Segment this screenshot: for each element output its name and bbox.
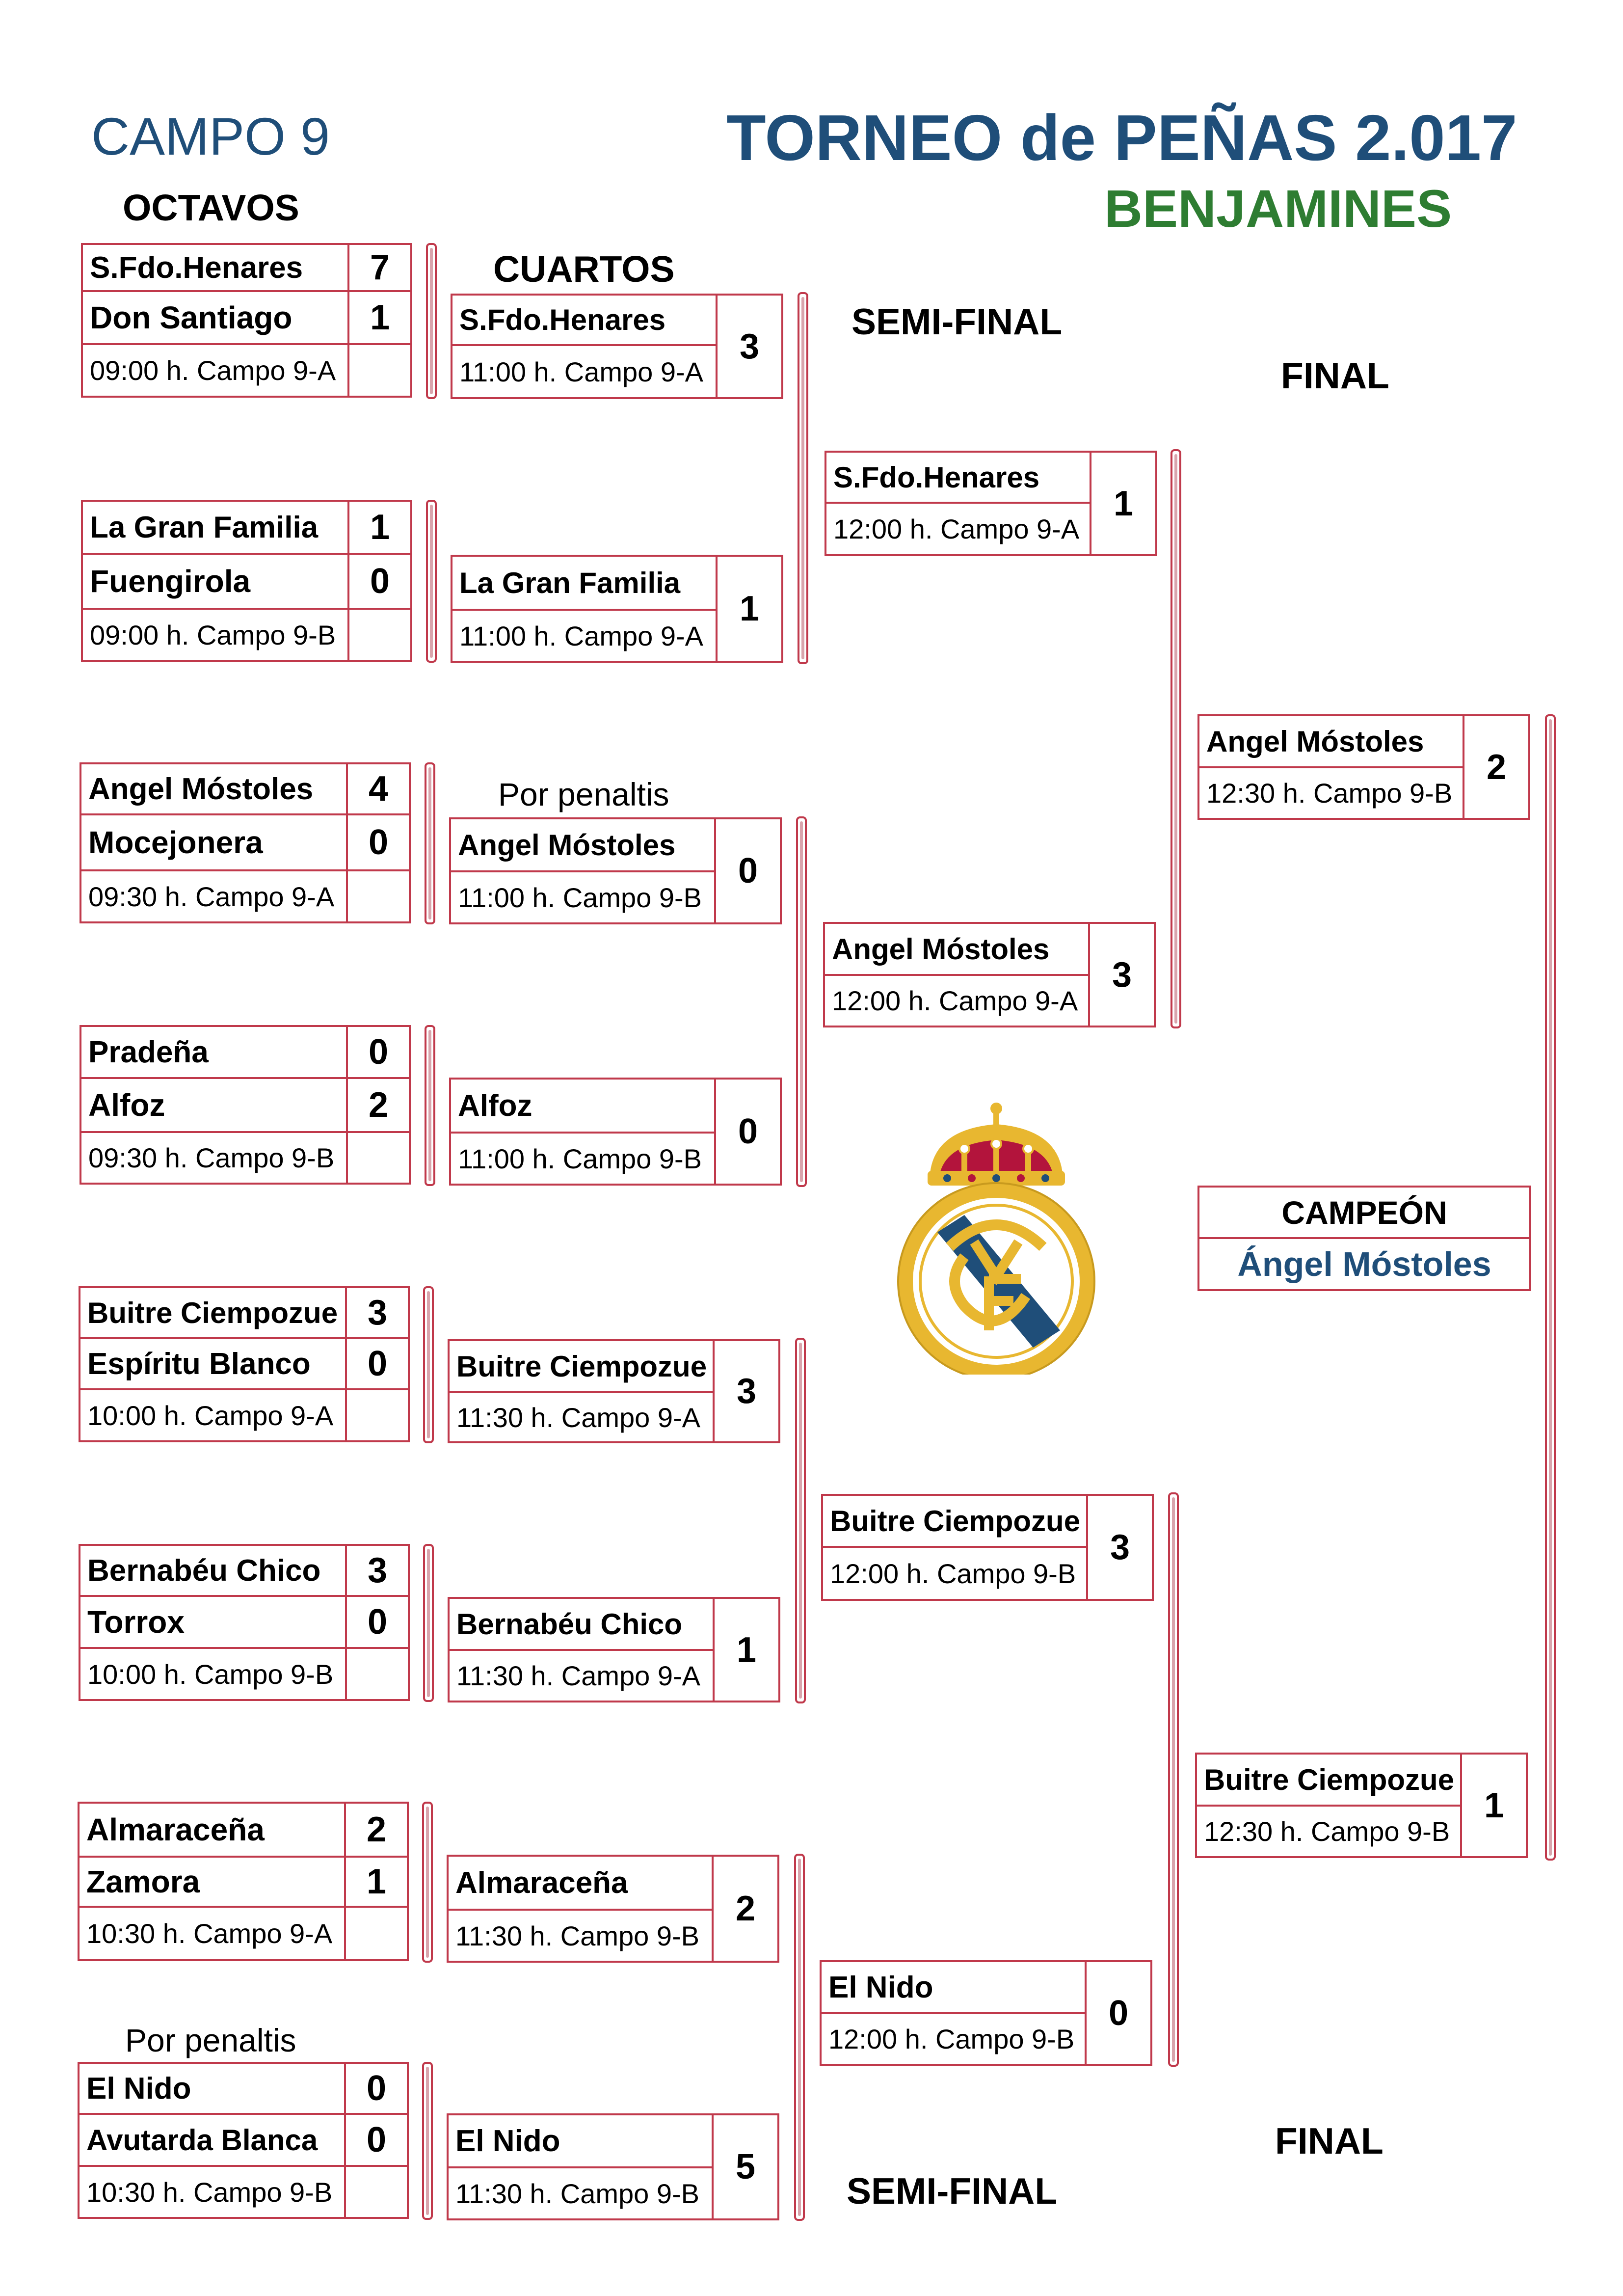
team-score: 0 <box>370 562 390 601</box>
bracket-connector-qf-2 <box>796 816 807 1187</box>
team-score: 2 <box>368 1085 389 1125</box>
team-score: 2 <box>1463 716 1528 818</box>
penalties-note-round16: Por penaltis <box>125 2022 296 2058</box>
team-name: S.Fdo.Henares <box>452 296 718 344</box>
round-heading-final-top: FINAL <box>1281 355 1389 396</box>
team-name: Fuengirola <box>83 555 349 608</box>
match-schedule: 11:00 h. Campo 9-B <box>451 1134 716 1184</box>
team-name: Alfoz <box>451 1080 716 1132</box>
tournament-title: TORNEO de PEÑAS 2.017 <box>726 102 1517 174</box>
round-heading-cuartos: CUARTOS <box>493 248 675 290</box>
team-score: 1 <box>370 298 390 337</box>
team-score: 5 <box>712 2115 777 2218</box>
team-name: Espíritu Blanco <box>80 1339 347 1388</box>
team-score: 0 <box>366 2120 387 2160</box>
team-name: El Nido <box>80 2064 346 2113</box>
team-name: Bernabéu Chico <box>450 1599 715 1649</box>
match-schedule: 10:00 h. Campo 9-A <box>80 1390 347 1440</box>
bracket-connector-sf-2 <box>1168 1492 1179 2067</box>
match-cuartos-8 <box>447 2113 779 2220</box>
match-schedule: 12:00 h. Campo 9-B <box>822 2014 1087 2064</box>
match-schedule: 12:00 h. Campo 9-B <box>823 1548 1088 1599</box>
round-heading-octavos: OCTAVOS <box>123 187 299 228</box>
team-score: 1 <box>366 1862 387 1901</box>
team-score: 3 <box>1086 1496 1152 1599</box>
team-name: Zamora <box>80 1858 346 1906</box>
match-schedule: 11:00 h. Campo 9-A <box>452 346 718 397</box>
team-score: 4 <box>368 769 389 809</box>
team-name: Bernabéu Chico <box>80 1546 347 1595</box>
bracket-connector-r16-6 <box>423 1544 434 1702</box>
team-name: S.Fdo.Henares <box>826 453 1091 502</box>
match-schedule: 12:00 h. Campo 9-A <box>825 976 1090 1026</box>
team-score: 1 <box>713 1599 778 1701</box>
team-name: Almaraceña <box>449 1857 714 1909</box>
team-score: 3 <box>367 1551 388 1590</box>
team-score: 3 <box>367 1293 388 1332</box>
match-semis-1 <box>825 451 1157 556</box>
bracket-connector-r16-1 <box>426 243 437 399</box>
round-heading-semifinal-top: SEMI-FINAL <box>851 301 1063 342</box>
team-name: Don Santiago <box>83 292 349 343</box>
match-schedule: 10:30 h. Campo 9-A <box>80 1908 346 1959</box>
team-name: Alfoz <box>81 1079 348 1131</box>
team-score: 0 <box>366 2069 387 2108</box>
match-semis-3 <box>821 1494 1154 1601</box>
bracket-connector-r16-2 <box>426 500 437 663</box>
team-score: 1 <box>716 557 781 661</box>
match-schedule: 09:30 h. Campo 9-B <box>81 1133 348 1183</box>
bracket-connector-sf-1 <box>1171 449 1181 1028</box>
team-score: 0 <box>367 1344 388 1383</box>
match-schedule: 12:30 h. Campo 9-B <box>1199 768 1464 818</box>
round-heading-semifinal-bottom: SEMI-FINAL <box>847 2170 1058 2212</box>
team-name: Angel Móstoles <box>825 924 1090 974</box>
team-name: Buitre Ciempozue <box>1197 1755 1462 1805</box>
team-name: Almaraceña <box>80 1804 346 1856</box>
bracket-connector-r16-8 <box>422 2062 433 2220</box>
team-name: Pradeña <box>81 1027 348 1077</box>
team-score: 0 <box>368 823 389 862</box>
match-schedule: 09:00 h. Campo 9-A <box>83 345 349 396</box>
match-schedule: 11:30 h. Campo 9-A <box>450 1651 715 1701</box>
match-cuartos-5 <box>448 1339 780 1443</box>
match-schedule: 10:00 h. Campo 9-B <box>80 1649 347 1699</box>
match-schedule: 10:30 h. Campo 9-B <box>80 2167 346 2217</box>
team-name: Buitre Ciempozue <box>823 1496 1088 1546</box>
match-schedule: 11:00 h. Campo 9-A <box>452 611 718 661</box>
team-score: 2 <box>712 1857 777 1961</box>
match-schedule: 11:00 h. Campo 9-B <box>451 872 716 922</box>
match-schedule: 11:30 h. Campo 9-A <box>450 1393 715 1441</box>
match-final-2 <box>1195 1753 1528 1858</box>
champion-name: Ángel Móstoles <box>1237 1245 1491 1283</box>
match-schedule: 09:30 h. Campo 9-A <box>81 871 348 921</box>
champion-box <box>1197 1186 1531 1291</box>
round-heading-final-bottom: FINAL <box>1275 2120 1384 2161</box>
bracket-connector-r16-4 <box>425 1025 435 1186</box>
team-score: 0 <box>368 1032 389 1072</box>
team-score: 0 <box>1085 1962 1150 2064</box>
team-name: La Gran Familia <box>452 557 718 609</box>
team-name: Mocejonera <box>81 815 348 869</box>
team-score: 1 <box>1090 453 1155 554</box>
team-name: S.Fdo.Henares <box>83 245 349 290</box>
category-subtitle: BENJAMINES <box>1104 179 1452 238</box>
match-octavos-5 <box>79 1286 410 1442</box>
bracket-connector-r16-3 <box>425 762 435 924</box>
match-octavos-1 <box>81 243 412 398</box>
match-cuartos-2 <box>451 555 783 663</box>
team-name: Angel Móstoles <box>81 764 348 813</box>
match-octavos-3 <box>80 762 411 923</box>
champion-label: CAMPEÓN <box>1281 1194 1447 1231</box>
team-score: 0 <box>714 1080 780 1184</box>
match-schedule: 09:00 h. Campo 9-B <box>83 610 349 660</box>
bracket-connector-final <box>1545 714 1556 1861</box>
team-score: 1 <box>370 508 390 547</box>
team-score: 3 <box>1088 924 1154 1026</box>
match-cuartos-7 <box>447 1855 779 1963</box>
team-score: 2 <box>366 1810 387 1849</box>
team-name: Angel Móstoles <box>1199 716 1464 766</box>
match-octavos-7 <box>78 1802 409 1961</box>
bracket-connector-qf-4 <box>794 1854 805 2221</box>
team-name: Torrox <box>80 1597 347 1647</box>
match-semis-2 <box>823 922 1156 1027</box>
match-semis-4 <box>820 1960 1152 2066</box>
team-score: 0 <box>714 819 780 922</box>
bracket-connector-r16-5 <box>423 1286 434 1443</box>
match-cuartos-3 <box>449 817 782 924</box>
real-madrid-crest-icon <box>891 1100 1102 1375</box>
team-score: 3 <box>713 1341 778 1441</box>
team-name: Buitre Ciempozue <box>450 1341 715 1391</box>
team-score: 7 <box>370 248 390 287</box>
match-octavos-8 <box>78 2062 409 2219</box>
team-name: El Nido <box>449 2115 714 2166</box>
team-score: 0 <box>367 1602 388 1642</box>
team-score: 1 <box>1460 1755 1526 1856</box>
match-cuartos-1 <box>451 294 783 399</box>
bracket-connector-qf-1 <box>798 292 808 664</box>
match-octavos-4 <box>80 1025 411 1185</box>
team-name: Buitre Ciempozue <box>80 1288 347 1337</box>
match-octavos-2 <box>81 500 412 662</box>
bracket-connector-r16-7 <box>422 1802 433 1963</box>
match-cuartos-6 <box>448 1597 780 1702</box>
match-octavos-6 <box>79 1544 410 1701</box>
team-name: Avutarda Blanca <box>80 2115 346 2165</box>
match-schedule: 11:30 h. Campo 9-B <box>449 1911 714 1961</box>
match-schedule: 12:30 h. Campo 9-B <box>1197 1807 1462 1856</box>
campo-label: CAMPO 9 <box>91 107 330 166</box>
match-schedule: 12:00 h. Campo 9-A <box>826 504 1091 554</box>
team-name: Angel Móstoles <box>451 819 716 870</box>
team-name: El Nido <box>822 1962 1087 2012</box>
match-cuartos-4 <box>449 1078 782 1186</box>
team-name: La Gran Familia <box>83 502 349 553</box>
match-final-1 <box>1197 714 1530 820</box>
bracket-connector-qf-3 <box>795 1338 806 1703</box>
match-schedule: 11:30 h. Campo 9-B <box>449 2168 714 2218</box>
team-score: 3 <box>716 296 781 397</box>
penalties-note-quarterfinal: Por penaltis <box>498 776 669 812</box>
